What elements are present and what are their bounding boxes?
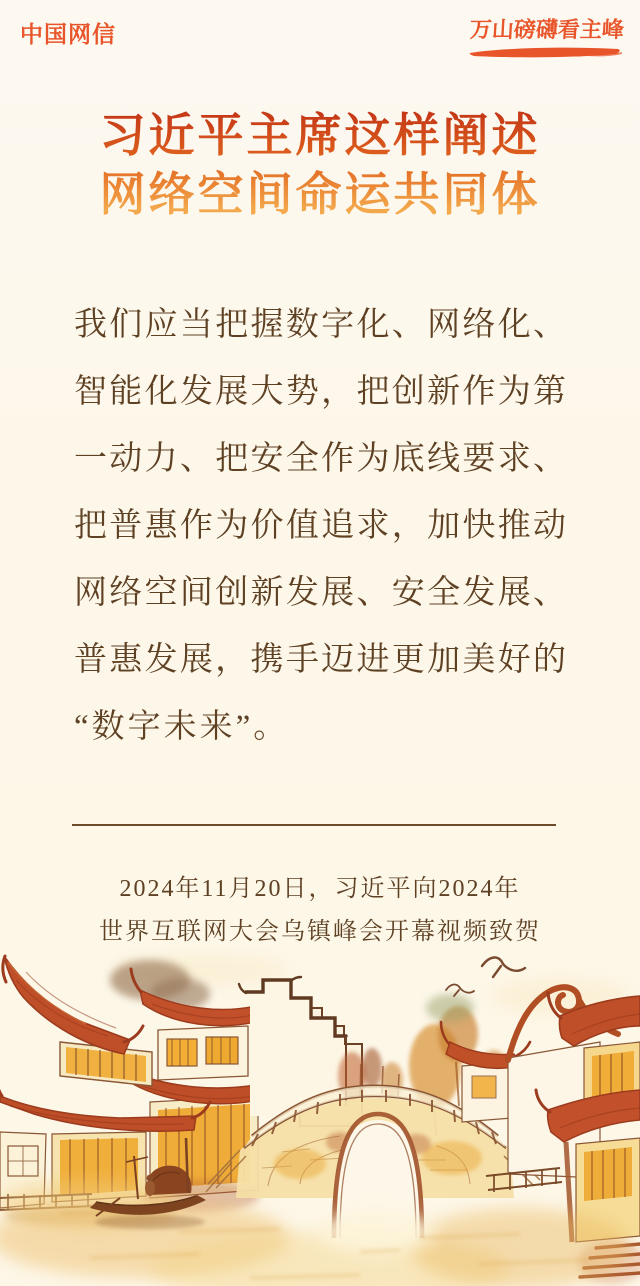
site-logo: 中国网信 — [20, 21, 116, 47]
date-line-1: 2024年11月20日，习近平向2024年 — [119, 876, 521, 902]
quote-line: 普惠发展，携手迈进更加美好的 — [74, 642, 566, 678]
quote-line: 把普惠作为价值追求，加快推动 — [74, 508, 566, 544]
swallow-icon — [482, 957, 525, 977]
slogan-text: 万山磅礴看主峰 — [469, 17, 625, 42]
watertown-illustration — [0, 946, 640, 1286]
quote-line: 我们应当把握数字化、网络化、 — [74, 307, 566, 343]
brush-underline-icon — [468, 45, 624, 59]
quote-line: 一动力、把安全作为底线要求、 — [74, 441, 566, 477]
page-title — [0, 106, 640, 224]
title-line-1: 习近平主席这样阐述 — [99, 110, 541, 161]
quote-block — [74, 292, 566, 761]
divider-line — [72, 824, 556, 826]
header-slogan — [468, 13, 624, 59]
date-line-2: 世界互联网大会乌镇峰会开幕视频致贺 — [99, 919, 541, 945]
quote-line: 网络空间创新发展、安全发展、 — [74, 575, 566, 611]
date-caption — [0, 868, 640, 954]
quote-line: “数字未来”。 — [74, 709, 290, 745]
title-line-2: 网络空间命运共同体 — [99, 169, 541, 220]
quote-line: 智能化发展大势，把创新作为第 — [74, 374, 566, 410]
